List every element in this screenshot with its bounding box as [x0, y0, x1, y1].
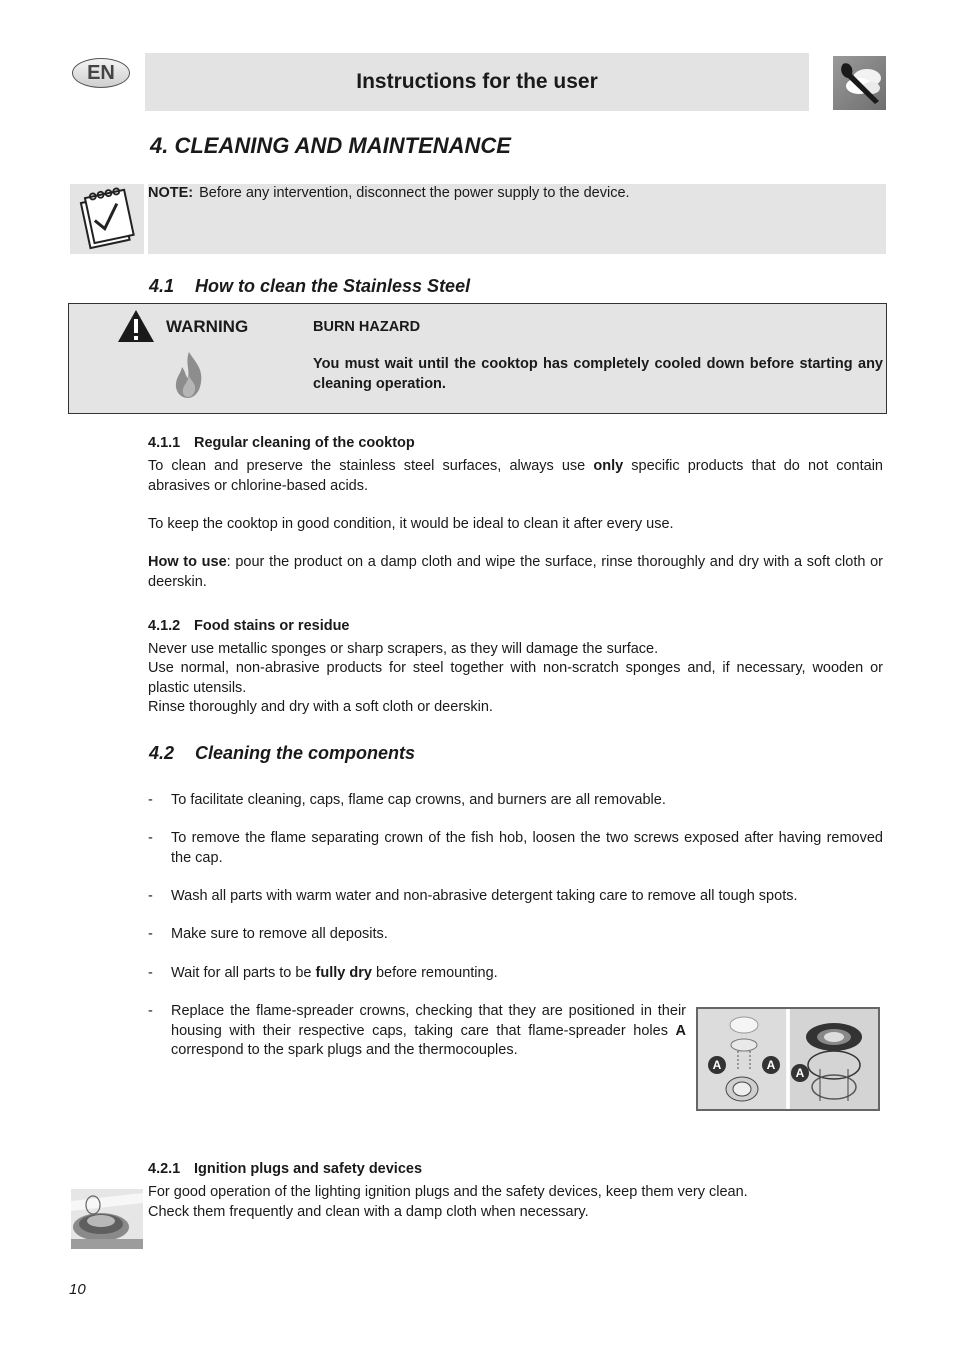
marker-a-label: A — [712, 1058, 722, 1072]
chef-spoon-icon — [833, 56, 886, 110]
header-title: Instructions for the user — [356, 70, 598, 93]
paragraph — [148, 553, 883, 592]
subsection-number: 4.1.2 — [148, 618, 181, 634]
section-heading-4-2 — [149, 743, 415, 764]
subsection-number: 4.1.1 — [148, 435, 181, 451]
section-title: How to clean the Stainless Steel — [195, 276, 471, 296]
ignition-plug-image — [71, 1189, 143, 1249]
section-heading-4-1 — [149, 276, 470, 297]
text: Wait for all parts to be — [171, 965, 316, 981]
flame-icon — [161, 346, 217, 404]
burner-assembly-figure — [696, 1007, 880, 1111]
text: specific products that do not contain abrasives or chlorine-based acids. — [148, 458, 883, 494]
list-item — [148, 791, 883, 811]
list-item-text: To remove the flame separating crown of the fish hob, loosen the two screws exposed after having removed the cap. — [171, 830, 883, 866]
marker-a-label: A — [766, 1058, 776, 1072]
marker-a — [762, 1056, 780, 1074]
text: To clean and preserve the stainless steel surfaces, always use — [148, 458, 594, 474]
header-bar — [145, 53, 809, 111]
list-item — [148, 887, 883, 907]
text: : pour the product on a damp cloth and wipe the surface, rinse thoroughly and dry with a soft cloth or deerskin. — [148, 554, 883, 590]
marker-a-label: A — [795, 1066, 805, 1080]
warning-triangle-icon — [117, 309, 155, 343]
list-item-text: Make sure to remove all deposits. — [171, 926, 388, 942]
list-dash: - — [148, 926, 153, 942]
marker-a — [791, 1064, 809, 1082]
list-dash: - — [148, 1003, 153, 1019]
emphasis: fully dry — [315, 965, 372, 981]
paragraph — [148, 457, 883, 496]
note-line — [148, 185, 630, 201]
subsection-number: 4.2.1 — [148, 1161, 181, 1177]
list-dash: - — [148, 830, 153, 846]
list-dash: - — [148, 792, 153, 808]
warning-label: WARNING — [166, 317, 249, 336]
list-item-text — [171, 1002, 686, 1061]
list-item — [148, 829, 883, 868]
list-dash: - — [148, 888, 153, 904]
subsection-title: Ignition plugs and safety devices — [194, 1161, 423, 1177]
paragraph: For good operation of the lighting ignition plugs and the safety devices, keep them very clean. — [148, 1184, 748, 1200]
subsection-heading-4-1-1 — [148, 435, 415, 451]
paragraph: Rinse thoroughly and dry with a soft cloth or deerskin. — [148, 699, 493, 715]
emphasis: only — [593, 458, 624, 474]
note-box — [148, 184, 886, 254]
list-dash: - — [148, 965, 153, 981]
subsection-heading-4-2-1 — [148, 1161, 422, 1177]
text: before remounting. — [371, 965, 498, 981]
subsection-title: Regular cleaning of the cooktop — [194, 435, 415, 451]
paragraph: Check them frequently and clean with a damp cloth when necessary. — [148, 1204, 589, 1220]
text: correspond to the spark plugs and the thermocouples. — [171, 1042, 518, 1058]
list-item-text: Wash all parts with warm water and non-abrasive detergent taking care to remove all tough spots. — [171, 888, 798, 904]
warning-text: You must wait until the cooktop has completely cooled down before starting any cleaning operation. — [313, 356, 883, 392]
chapter-title: 4. CLEANING AND MAINTENANCE — [150, 133, 511, 158]
list-item-text: To facilitate cleaning, caps, flame cap crowns, and burners are all removable. — [171, 792, 666, 808]
marker-a — [708, 1056, 726, 1074]
list-item — [148, 1002, 686, 1061]
note-label: NOTE: — [148, 185, 194, 201]
page-number: 10 — [69, 1281, 86, 1298]
section-title: Cleaning the components — [195, 743, 416, 763]
paragraph: Never use metallic sponges or sharp scrapers, as they will damage the surface. — [148, 641, 659, 657]
warning-box — [68, 303, 887, 414]
text: Replace the flame-spreader crowns, checking that they are positioned in their housing with their respective caps, taking care that flame-spreader holes — [171, 1003, 686, 1039]
list-item — [148, 925, 883, 945]
section-number: 4.2 — [149, 743, 175, 763]
subsection-heading-4-1-2 — [148, 618, 350, 634]
warning-title: BURN HAZARD — [313, 319, 421, 335]
language-badge — [72, 58, 130, 88]
list-item-text — [171, 964, 883, 984]
section-number: 4.1 — [149, 276, 175, 296]
paragraph: To keep the cooktop in good condition, it would be ideal to clean it after every use. — [148, 516, 674, 532]
paragraph: Use normal, non-abrasive products for steel together with non-scratch sponges and, if necessary, wooden or plastic utensils. — [148, 660, 883, 696]
note-notepad-icon — [70, 184, 144, 254]
language-code: EN — [87, 61, 115, 84]
subsection-title: Food stains or residue — [194, 618, 350, 634]
note-text: Before any intervention, disconnect the power supply to the device. — [199, 185, 630, 201]
emphasis: A — [675, 1022, 686, 1039]
list-item — [148, 964, 883, 984]
emphasis: How to use — [148, 554, 227, 570]
